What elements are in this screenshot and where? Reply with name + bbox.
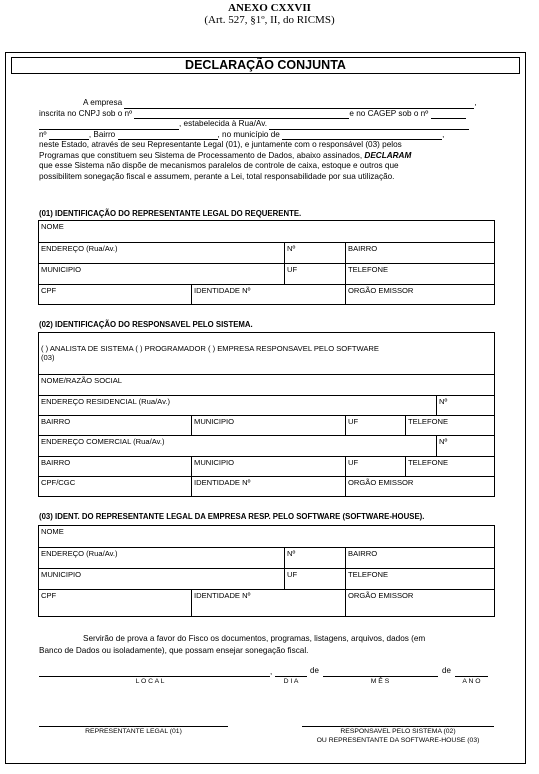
s2-municipio-com-field[interactable]: MUNICIPIO <box>191 457 345 476</box>
ano-line[interactable] <box>455 676 488 677</box>
s1-orgao-field[interactable]: ORGÃO EMISSOR <box>345 285 494 304</box>
s1-telefone-field[interactable]: TELEFONE <box>345 264 494 284</box>
section-1-heading: (01) IDENTIFICAÇÃO DO REPRESENTANTE LEGAL DO REQUERENTE. <box>39 209 302 218</box>
s1-nome-field[interactable]: NOME <box>41 222 64 231</box>
s2-numero-com-field[interactable]: Nº <box>436 436 494 456</box>
s2-uf-res-field[interactable]: UF <box>345 416 405 435</box>
section-3-heading: (03) IDENT. DO REPRESENTANTE LEGAL DA EMPRESA RESP. PELO SOFTWARE (SOFTWARE-HOUSE). <box>39 512 425 521</box>
s2-orgao-field[interactable]: ORGÃO EMISSOR <box>345 477 494 496</box>
s2-identidade-field[interactable]: IDENTIDADE Nº <box>191 477 345 496</box>
intro-line-1: A empresa , <box>83 98 477 107</box>
intro-line-4: nº , Bairro , no município de , <box>39 129 445 139</box>
closing-line-1: Servirão de prova a favor do Fisco os documentos, programas, listagens, arquivos, dados (em <box>83 634 426 643</box>
s1-identidade-field[interactable]: IDENTIDADE Nº <box>191 285 345 304</box>
section-2-heading: (02) IDENTIFICAÇÃO DO RESPONSAVEL PELO SISTEMA. <box>39 320 253 329</box>
signature-right-label-2: OU REPRESENTANTE DA SOFTWARE-HOUSE (03) <box>316 737 480 744</box>
closing-paragraph <box>39 633 494 657</box>
s1-numero-field[interactable]: Nº <box>284 243 345 263</box>
s3-nome-field[interactable]: NOME <box>41 527 64 536</box>
s2-end-com-field[interactable]: ENDEREÇO COMERCIAL (Rua/Av.) <box>41 437 165 446</box>
s2-telefone-res-field[interactable]: TELEFONE <box>405 416 494 435</box>
mes-line[interactable] <box>323 676 438 677</box>
s2-type-options[interactable]: ( ) ANALISTA DE SISTEMA ( ) PROGRAMADOR ( ) EMPRESA RESPONSAVEL PELO SOFTWARE (03) <box>41 344 379 362</box>
annex-number: ANEXO CXXVII <box>228 2 311 14</box>
dia-line[interactable] <box>275 676 307 677</box>
s2-numero-res-field[interactable]: Nº <box>436 396 494 415</box>
date-comma: , <box>270 667 273 676</box>
s1-bairro-field[interactable]: BAIRRO <box>345 243 494 263</box>
s3-cpf-field[interactable]: CPF <box>41 591 57 600</box>
s1-municipio-field[interactable]: MUNICIPIO <box>41 265 82 274</box>
s2-telefone-com-field[interactable]: TELEFONE <box>405 457 494 476</box>
mes-label: M Ê S <box>370 678 390 685</box>
intro-line-2: inscrita no CNPJ sob o nº e no CAGEP sob o nº <box>39 109 494 120</box>
s3-municipio-field[interactable]: MUNICIPIO <box>41 570 82 579</box>
s1-uf-field[interactable]: UF <box>284 264 345 284</box>
intro-line-5: neste Estado, através de seu Representante Legal (01), e juntamente com o responsável (03) pelos <box>39 140 402 149</box>
form-title: DECLARAÇÃO CONJUNTA <box>11 57 520 74</box>
dia-label: D I A <box>283 678 299 685</box>
date-de-1: de <box>310 666 319 675</box>
date-de-2: de <box>442 666 451 675</box>
closing-line-2: Banco de Dados ou isoladamente), que possam ensejar sonegação fiscal. <box>39 646 309 655</box>
local-line[interactable] <box>39 676 270 677</box>
intro-paragraph <box>39 98 494 182</box>
section-1-table <box>38 220 495 305</box>
signature-line-left[interactable] <box>39 726 228 727</box>
s3-uf-field[interactable]: UF <box>284 569 345 589</box>
s2-bairro-com-field[interactable]: BAIRRO <box>41 458 71 467</box>
s2-municipio-res-field[interactable]: MUNICIPIO <box>191 416 345 435</box>
local-label: L O C A L <box>135 678 165 685</box>
s2-cpf-field[interactable]: CPF/CGC <box>41 478 76 487</box>
s3-bairro-field[interactable]: BAIRRO <box>345 548 494 568</box>
signature-line-right[interactable] <box>302 726 494 727</box>
annex-article: (Art. 527, §1º, II, do RICMS) <box>204 14 335 26</box>
s3-endereco-field[interactable]: ENDEREÇO (Rua/Av.) <box>41 549 118 558</box>
intro-line-8: possibilitem sonegação fiscal e assumem, perante a Lei, total responsabilidade por sua utilização. <box>39 171 395 181</box>
ano-label: A N O <box>462 678 481 685</box>
s2-bairro-res-field[interactable]: BAIRRO <box>41 417 71 426</box>
s3-numero-field[interactable]: Nº <box>284 548 345 568</box>
s3-identidade-field[interactable]: IDENTIDADE Nº <box>191 590 345 616</box>
s1-endereco-field[interactable]: ENDEREÇO (Rua/Av.) <box>41 244 118 253</box>
intro-line-3: , estabelecida à Rua/Av. <box>39 119 494 130</box>
signature-right-label-1: RESPONSAVEL PELO SISTEMA (02) <box>340 728 456 735</box>
section-2-table <box>38 332 495 497</box>
section-3-table <box>38 525 495 617</box>
s2-nome-field[interactable]: NOME/RAZÃO SOCIAL <box>41 376 123 385</box>
signature-left-label: REPRESENTANTE LEGAL (01) <box>85 728 182 735</box>
s2-end-res-field[interactable]: ENDEREÇO RESIDENCIAL (Rua/Av.) <box>41 397 170 406</box>
s3-telefone-field[interactable]: TELEFONE <box>345 569 494 589</box>
s2-uf-com-field[interactable]: UF <box>345 457 405 476</box>
s3-orgao-field[interactable]: ORGÃO EMISSOR <box>345 590 494 616</box>
intro-line-7: que esse Sistema não dispõe de mecanismos paralelos de controle de caixa, estoque e outros que <box>39 161 399 170</box>
intro-line-6: Programas que constituem seu Sistema de Processamento de Dados, abaixo assinados, DECLARAM <box>39 150 412 160</box>
s1-cpf-field[interactable]: CPF <box>41 286 57 295</box>
